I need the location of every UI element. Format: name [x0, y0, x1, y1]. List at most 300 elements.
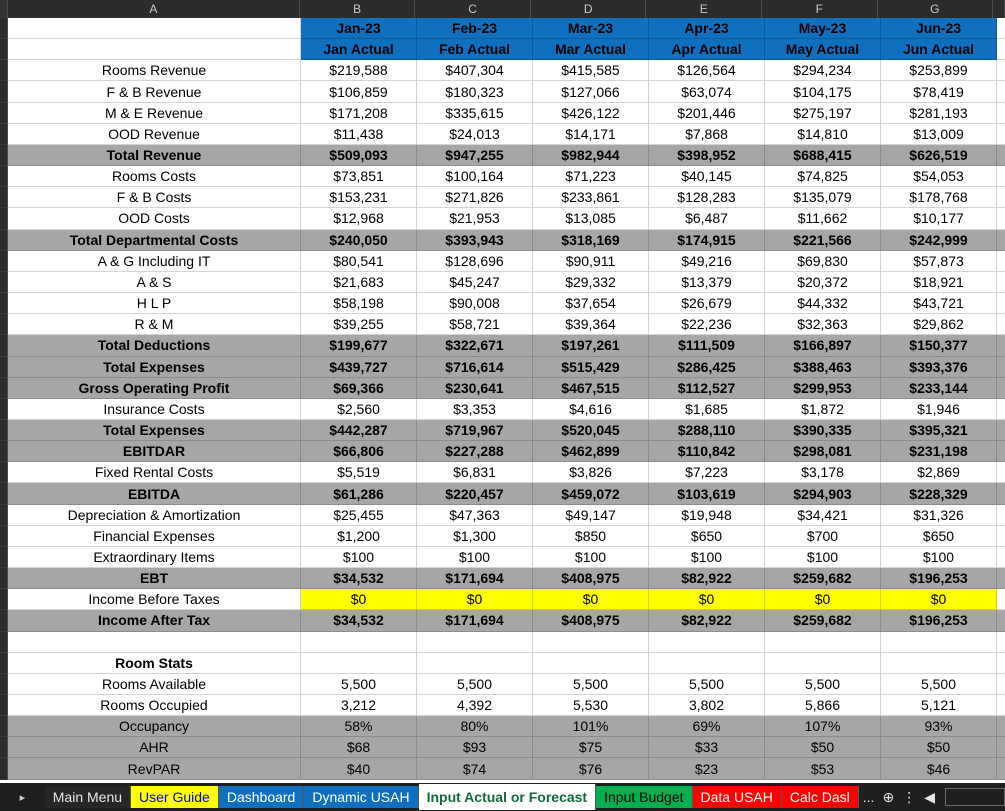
value-cell[interactable]: 58%: [301, 716, 417, 737]
row-header[interactable]: [0, 526, 8, 547]
label-header-cell[interactable]: Apr Actual: [649, 39, 765, 60]
value-cell[interactable]: $44,332: [765, 293, 881, 314]
row-label-cell[interactable]: Income Before Taxes: [8, 589, 301, 610]
value-cell[interactable]: [301, 653, 417, 674]
value-cell[interactable]: $37,654: [533, 293, 649, 314]
value-cell[interactable]: 4,392: [417, 695, 533, 716]
row-header[interactable]: [0, 103, 8, 124]
value-cell[interactable]: $426,122: [533, 103, 649, 124]
cell[interactable]: [997, 589, 1005, 610]
row-label-cell[interactable]: Total Revenue: [8, 145, 301, 166]
cell[interactable]: [997, 357, 1005, 378]
value-cell[interactable]: $40,145: [649, 166, 765, 187]
value-cell[interactable]: $393,943: [417, 230, 533, 251]
value-cell[interactable]: $25,455: [301, 505, 417, 526]
value-cell[interactable]: $82,922: [649, 568, 765, 589]
column-header-f[interactable]: F: [762, 0, 878, 18]
cell[interactable]: [997, 103, 1005, 124]
value-cell[interactable]: 5,500: [533, 674, 649, 695]
value-cell[interactable]: $1,946: [881, 399, 997, 420]
value-cell[interactable]: $220,457: [417, 483, 533, 504]
value-cell[interactable]: $231,198: [881, 441, 997, 462]
value-cell[interactable]: $54,053: [881, 166, 997, 187]
value-cell[interactable]: $180,323: [417, 81, 533, 102]
value-cell[interactable]: $61,286: [301, 483, 417, 504]
value-cell[interactable]: $100,164: [417, 166, 533, 187]
row-header[interactable]: [0, 653, 8, 674]
sheet-tab[interactable]: Data USAH: [693, 786, 782, 808]
value-cell[interactable]: $221,566: [765, 230, 881, 251]
column-header-c[interactable]: C: [415, 0, 531, 18]
value-cell[interactable]: $12,968: [301, 208, 417, 229]
row-header[interactable]: [0, 758, 8, 779]
value-cell[interactable]: $58,198: [301, 293, 417, 314]
value-cell[interactable]: $3,353: [417, 399, 533, 420]
value-cell[interactable]: $106,859: [301, 81, 417, 102]
sheet-menu-icon[interactable]: ⋮: [902, 788, 917, 805]
value-cell[interactable]: $242,999: [881, 230, 997, 251]
value-cell[interactable]: [881, 653, 997, 674]
value-cell[interactable]: $100: [417, 547, 533, 568]
value-cell[interactable]: $408,975: [533, 568, 649, 589]
value-cell[interactable]: $719,967: [417, 420, 533, 441]
value-cell[interactable]: $650: [649, 526, 765, 547]
row-label-cell[interactable]: Rooms Revenue: [8, 60, 301, 81]
row-label-cell[interactable]: A & G Including IT: [8, 251, 301, 272]
value-cell[interactable]: $408,975: [533, 610, 649, 631]
row-header[interactable]: [0, 716, 8, 737]
value-cell[interactable]: $110,842: [649, 441, 765, 462]
cell[interactable]: [997, 335, 1005, 356]
sheet-tab[interactable]: Dashboard: [219, 786, 305, 808]
column-header-d[interactable]: D: [531, 0, 647, 18]
value-cell[interactable]: $0: [765, 589, 881, 610]
row-label-cell[interactable]: Rooms Occupied: [8, 695, 301, 716]
value-cell[interactable]: $45,247: [417, 272, 533, 293]
cell[interactable]: [997, 272, 1005, 293]
cell[interactable]: [997, 18, 1005, 39]
row-label-cell[interactable]: Rooms Costs: [8, 166, 301, 187]
value-cell[interactable]: $68: [301, 737, 417, 758]
label-cell[interactable]: [8, 18, 301, 39]
value-cell[interactable]: $111,509: [649, 335, 765, 356]
row-label-cell[interactable]: OOD Revenue: [8, 124, 301, 145]
value-cell[interactable]: $166,897: [765, 335, 881, 356]
cell[interactable]: [997, 462, 1005, 483]
value-cell[interactable]: $1,200: [301, 526, 417, 547]
label-header-cell[interactable]: Jun Actual: [881, 39, 997, 60]
cell[interactable]: [997, 483, 1005, 504]
value-cell[interactable]: $3,178: [765, 462, 881, 483]
value-cell[interactable]: $13,085: [533, 208, 649, 229]
cell[interactable]: [997, 293, 1005, 314]
value-cell[interactable]: $100: [301, 547, 417, 568]
value-cell[interactable]: $14,810: [765, 124, 881, 145]
value-cell[interactable]: $288,110: [649, 420, 765, 441]
row-header[interactable]: [0, 60, 8, 81]
row-header[interactable]: [0, 357, 8, 378]
value-cell[interactable]: $19,948: [649, 505, 765, 526]
value-cell[interactable]: 5,500: [417, 674, 533, 695]
value-cell[interactable]: $39,364: [533, 314, 649, 335]
row-header[interactable]: [0, 462, 8, 483]
column-header-partial[interactable]: [993, 0, 1005, 18]
value-cell[interactable]: $40: [301, 758, 417, 779]
value-cell[interactable]: $233,144: [881, 378, 997, 399]
cell[interactable]: [997, 547, 1005, 568]
value-cell[interactable]: $294,903: [765, 483, 881, 504]
value-cell[interactable]: $271,826: [417, 187, 533, 208]
cell[interactable]: [997, 674, 1005, 695]
value-cell[interactable]: $407,304: [417, 60, 533, 81]
value-cell[interactable]: $112,527: [649, 378, 765, 399]
value-cell[interactable]: $74,825: [765, 166, 881, 187]
value-cell[interactable]: $509,093: [301, 145, 417, 166]
value-cell[interactable]: $322,671: [417, 335, 533, 356]
value-cell[interactable]: [649, 653, 765, 674]
row-header[interactable]: [0, 81, 8, 102]
cell[interactable]: [997, 81, 1005, 102]
value-cell[interactable]: $20,372: [765, 272, 881, 293]
value-cell[interactable]: $178,768: [881, 187, 997, 208]
row-label-cell[interactable]: Insurance Costs: [8, 399, 301, 420]
value-cell[interactable]: 5,500: [301, 674, 417, 695]
cell[interactable]: [997, 124, 1005, 145]
cell[interactable]: [997, 230, 1005, 251]
value-cell[interactable]: [533, 632, 649, 653]
value-cell[interactable]: $259,682: [765, 610, 881, 631]
row-label-cell[interactable]: EBT: [8, 568, 301, 589]
month-header-cell[interactable]: Mar-23: [533, 18, 649, 39]
sheet-tab[interactable]: Dynamic USAH: [304, 786, 418, 808]
cell[interactable]: [997, 716, 1005, 737]
value-cell[interactable]: $7,868: [649, 124, 765, 145]
label-header-cell[interactable]: Feb Actual: [417, 39, 533, 60]
value-cell[interactable]: $71,223: [533, 166, 649, 187]
row-header[interactable]: [0, 610, 8, 631]
cell[interactable]: [997, 39, 1005, 60]
value-cell[interactable]: $74: [417, 758, 533, 779]
value-cell[interactable]: $34,532: [301, 568, 417, 589]
cell[interactable]: [997, 314, 1005, 335]
value-cell[interactable]: [765, 653, 881, 674]
value-cell[interactable]: $650: [881, 526, 997, 547]
value-cell[interactable]: $103,619: [649, 483, 765, 504]
label-header-cell[interactable]: May Actual: [765, 39, 881, 60]
value-cell[interactable]: $6,831: [417, 462, 533, 483]
column-header-e[interactable]: E: [646, 0, 762, 18]
row-header[interactable]: [0, 632, 8, 653]
label-header-cell[interactable]: Mar Actual: [533, 39, 649, 60]
row-header[interactable]: [0, 335, 8, 356]
value-cell[interactable]: $69,830: [765, 251, 881, 272]
row-label-cell[interactable]: EBITDA: [8, 483, 301, 504]
value-cell[interactable]: $982,944: [533, 145, 649, 166]
value-cell[interactable]: $53: [765, 758, 881, 779]
scroll-left-icon[interactable]: ◀: [924, 788, 935, 805]
value-cell[interactable]: $80,541: [301, 251, 417, 272]
value-cell[interactable]: [881, 632, 997, 653]
value-cell[interactable]: 93%: [881, 716, 997, 737]
row-header[interactable]: [0, 568, 8, 589]
row-header[interactable]: [0, 293, 8, 314]
value-cell[interactable]: $33: [649, 737, 765, 758]
cell[interactable]: [997, 610, 1005, 631]
month-header-cell[interactable]: Feb-23: [417, 18, 533, 39]
value-cell[interactable]: 69%: [649, 716, 765, 737]
value-cell[interactable]: $66,806: [301, 441, 417, 462]
column-header-a[interactable]: A: [8, 0, 300, 18]
value-cell[interactable]: $21,683: [301, 272, 417, 293]
value-cell[interactable]: $46: [881, 758, 997, 779]
value-cell[interactable]: $126,564: [649, 60, 765, 81]
cell[interactable]: [997, 568, 1005, 589]
value-cell[interactable]: $0: [417, 589, 533, 610]
row-header[interactable]: [0, 547, 8, 568]
value-cell[interactable]: $57,873: [881, 251, 997, 272]
value-cell[interactable]: $467,515: [533, 378, 649, 399]
value-cell[interactable]: $34,421: [765, 505, 881, 526]
row-label-cell[interactable]: Gross Operating Profit: [8, 378, 301, 399]
value-cell[interactable]: $228,329: [881, 483, 997, 504]
value-cell[interactable]: $10,177: [881, 208, 997, 229]
value-cell[interactable]: $850: [533, 526, 649, 547]
value-cell[interactable]: $171,208: [301, 103, 417, 124]
row-label-cell[interactable]: Financial Expenses: [8, 526, 301, 547]
value-cell[interactable]: $93: [417, 737, 533, 758]
row-label-cell[interactable]: RevPAR: [8, 758, 301, 779]
row-header[interactable]: [0, 378, 8, 399]
value-cell[interactable]: $0: [881, 589, 997, 610]
value-cell[interactable]: $174,915: [649, 230, 765, 251]
value-cell[interactable]: $335,615: [417, 103, 533, 124]
value-cell[interactable]: $104,175: [765, 81, 881, 102]
value-cell[interactable]: $32,363: [765, 314, 881, 335]
cell[interactable]: [997, 378, 1005, 399]
value-cell[interactable]: $259,682: [765, 568, 881, 589]
value-cell[interactable]: 101%: [533, 716, 649, 737]
value-cell[interactable]: [765, 632, 881, 653]
value-cell[interactable]: $253,899: [881, 60, 997, 81]
cell[interactable]: [997, 632, 1005, 653]
row-label-cell[interactable]: Total Departmental Costs: [8, 230, 301, 251]
row-header[interactable]: [0, 441, 8, 462]
value-cell[interactable]: [417, 632, 533, 653]
value-cell[interactable]: $128,283: [649, 187, 765, 208]
value-cell[interactable]: $14,171: [533, 124, 649, 145]
value-cell[interactable]: $73,851: [301, 166, 417, 187]
cell[interactable]: [997, 420, 1005, 441]
value-cell[interactable]: $23: [649, 758, 765, 779]
value-cell[interactable]: $82,922: [649, 610, 765, 631]
value-cell[interactable]: $100: [649, 547, 765, 568]
value-cell[interactable]: $75: [533, 737, 649, 758]
value-cell[interactable]: $398,952: [649, 145, 765, 166]
value-cell[interactable]: $127,066: [533, 81, 649, 102]
value-cell[interactable]: $13,379: [649, 272, 765, 293]
month-header-cell[interactable]: Jan-23: [301, 18, 417, 39]
value-cell[interactable]: $462,899: [533, 441, 649, 462]
row-label-cell[interactable]: Extraordinary Items: [8, 547, 301, 568]
value-cell[interactable]: $459,072: [533, 483, 649, 504]
row-label-cell[interactable]: EBITDAR: [8, 441, 301, 462]
row-label-cell[interactable]: Rooms Available: [8, 674, 301, 695]
row-label-cell[interactable]: Total Expenses: [8, 357, 301, 378]
value-cell[interactable]: $63,074: [649, 81, 765, 102]
label-header-cell[interactable]: Jan Actual: [301, 39, 417, 60]
value-cell[interactable]: $442,287: [301, 420, 417, 441]
value-cell[interactable]: $233,861: [533, 187, 649, 208]
value-cell[interactable]: $100: [881, 547, 997, 568]
row-label-cell[interactable]: Total Expenses: [8, 420, 301, 441]
row-label-cell[interactable]: Occupancy: [8, 716, 301, 737]
value-cell[interactable]: [301, 632, 417, 653]
sheet-nav-arrow[interactable]: ▸: [19, 791, 26, 804]
sheet-tab[interactable]: Main Menu: [45, 786, 131, 808]
cell[interactable]: [997, 208, 1005, 229]
value-cell[interactable]: $286,425: [649, 357, 765, 378]
month-header-cell[interactable]: Apr-23: [649, 18, 765, 39]
row-label-cell[interactable]: F & B Revenue: [8, 81, 301, 102]
value-cell[interactable]: $1,872: [765, 399, 881, 420]
row-label-cell[interactable]: Fixed Rental Costs: [8, 462, 301, 483]
value-cell[interactable]: $4,616: [533, 399, 649, 420]
cell[interactable]: [997, 695, 1005, 716]
value-cell[interactable]: $21,953: [417, 208, 533, 229]
cell-grid[interactable]: [0, 18, 1005, 780]
value-cell[interactable]: $153,231: [301, 187, 417, 208]
value-cell[interactable]: 5,866: [765, 695, 881, 716]
sheet-tab[interactable]: Input Budget: [596, 786, 692, 808]
row-header[interactable]: [0, 505, 8, 526]
value-cell[interactable]: $626,519: [881, 145, 997, 166]
column-header-b[interactable]: B: [300, 0, 416, 18]
value-cell[interactable]: $50: [765, 737, 881, 758]
value-cell[interactable]: $18,921: [881, 272, 997, 293]
value-cell[interactable]: $700: [765, 526, 881, 547]
value-cell[interactable]: $393,376: [881, 357, 997, 378]
value-cell[interactable]: $29,862: [881, 314, 997, 335]
value-cell[interactable]: $299,953: [765, 378, 881, 399]
row-label-cell[interactable]: Depreciation & Amortization: [8, 505, 301, 526]
row-label-cell[interactable]: AHR: [8, 737, 301, 758]
value-cell[interactable]: 5,500: [881, 674, 997, 695]
sheet-tab[interactable]: User Guide: [131, 786, 219, 808]
value-cell[interactable]: $58,721: [417, 314, 533, 335]
value-cell[interactable]: [533, 653, 649, 674]
row-header[interactable]: [0, 251, 8, 272]
value-cell[interactable]: $199,677: [301, 335, 417, 356]
value-cell[interactable]: $69,366: [301, 378, 417, 399]
value-cell[interactable]: $26,679: [649, 293, 765, 314]
row-label-cell[interactable]: M & E Revenue: [8, 103, 301, 124]
value-cell[interactable]: $2,560: [301, 399, 417, 420]
value-cell[interactable]: 3,802: [649, 695, 765, 716]
value-cell[interactable]: $43,721: [881, 293, 997, 314]
value-cell[interactable]: $128,696: [417, 251, 533, 272]
cell[interactable]: [997, 737, 1005, 758]
value-cell[interactable]: $1,685: [649, 399, 765, 420]
value-cell[interactable]: $135,079: [765, 187, 881, 208]
select-all-corner[interactable]: [0, 0, 8, 18]
value-cell[interactable]: 3,212: [301, 695, 417, 716]
month-header-cell[interactable]: May-23: [765, 18, 881, 39]
cell[interactable]: [997, 441, 1005, 462]
value-cell[interactable]: $39,255: [301, 314, 417, 335]
value-cell[interactable]: $515,429: [533, 357, 649, 378]
cell[interactable]: [997, 505, 1005, 526]
value-cell[interactable]: $219,588: [301, 60, 417, 81]
value-cell[interactable]: $281,193: [881, 103, 997, 124]
row-label-cell[interactable]: Total Deductions: [8, 335, 301, 356]
value-cell[interactable]: $3,826: [533, 462, 649, 483]
value-cell[interactable]: $294,234: [765, 60, 881, 81]
value-cell[interactable]: 80%: [417, 716, 533, 737]
value-cell[interactable]: $171,694: [417, 610, 533, 631]
value-cell[interactable]: $100: [533, 547, 649, 568]
sheet-tab[interactable]: Input Actual or Forecast: [419, 784, 597, 810]
value-cell[interactable]: 5,500: [649, 674, 765, 695]
value-cell[interactable]: $0: [533, 589, 649, 610]
value-cell[interactable]: $78,419: [881, 81, 997, 102]
value-cell[interactable]: 5,530: [533, 695, 649, 716]
value-cell[interactable]: $2,869: [881, 462, 997, 483]
value-cell[interactable]: $29,332: [533, 272, 649, 293]
value-cell[interactable]: $31,326: [881, 505, 997, 526]
row-header[interactable]: [0, 18, 8, 39]
value-cell[interactable]: [649, 632, 765, 653]
value-cell[interactable]: $0: [649, 589, 765, 610]
value-cell[interactable]: 5,500: [765, 674, 881, 695]
value-cell[interactable]: 107%: [765, 716, 881, 737]
value-cell[interactable]: $275,197: [765, 103, 881, 124]
value-cell[interactable]: $11,662: [765, 208, 881, 229]
value-cell[interactable]: $150,377: [881, 335, 997, 356]
row-label-cell[interactable]: OOD Costs: [8, 208, 301, 229]
value-cell[interactable]: $7,223: [649, 462, 765, 483]
row-header[interactable]: [0, 589, 8, 610]
value-cell[interactable]: $415,585: [533, 60, 649, 81]
cell[interactable]: [997, 187, 1005, 208]
value-cell[interactable]: $196,253: [881, 568, 997, 589]
value-cell[interactable]: $90,008: [417, 293, 533, 314]
row-header[interactable]: [0, 695, 8, 716]
cell[interactable]: [997, 145, 1005, 166]
cell[interactable]: [997, 653, 1005, 674]
value-cell[interactable]: $439,727: [301, 357, 417, 378]
value-cell[interactable]: $947,255: [417, 145, 533, 166]
value-cell[interactable]: $298,081: [765, 441, 881, 462]
value-cell[interactable]: $196,253: [881, 610, 997, 631]
value-cell[interactable]: $50: [881, 737, 997, 758]
value-cell[interactable]: $688,415: [765, 145, 881, 166]
value-cell[interactable]: $22,236: [649, 314, 765, 335]
value-cell[interactable]: $230,641: [417, 378, 533, 399]
row-label-cell[interactable]: R & M: [8, 314, 301, 335]
row-header[interactable]: [0, 420, 8, 441]
row-header[interactable]: [0, 166, 8, 187]
row-header[interactable]: [0, 737, 8, 758]
sheet-tab[interactable]: Calc Dasl: [782, 786, 859, 808]
value-cell[interactable]: $318,169: [533, 230, 649, 251]
row-header[interactable]: [0, 187, 8, 208]
more-tabs-button[interactable]: ...: [862, 789, 875, 805]
row-label-cell[interactable]: H L P: [8, 293, 301, 314]
row-label-cell[interactable]: Income After Tax: [8, 610, 301, 631]
label-cell[interactable]: [8, 39, 301, 60]
value-cell[interactable]: [417, 653, 533, 674]
cell[interactable]: [997, 399, 1005, 420]
